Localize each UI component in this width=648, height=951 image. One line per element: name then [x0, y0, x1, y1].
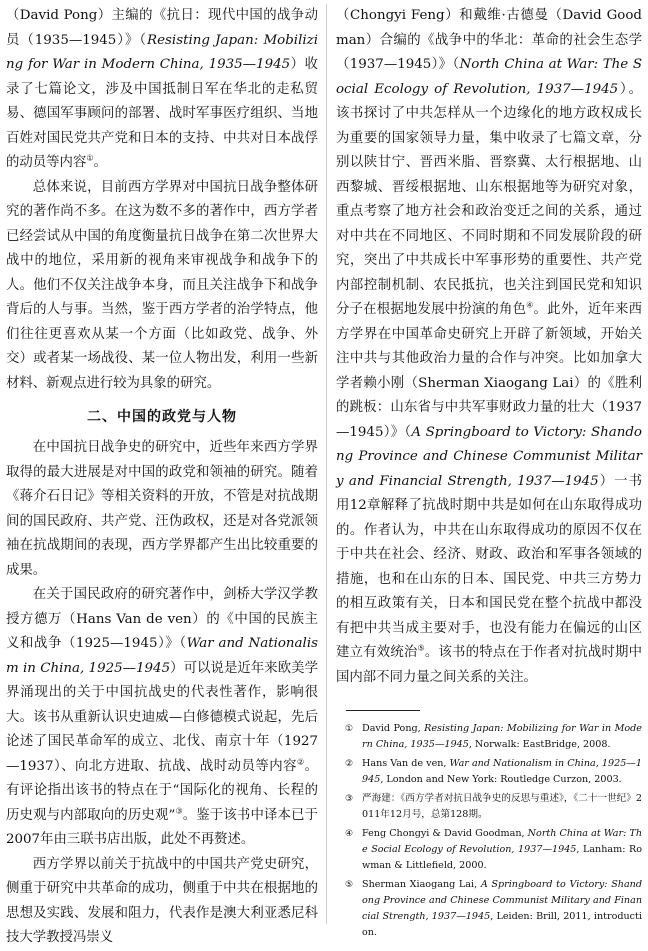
paragraph-ccp-history: 西方学界以前关于抗战中的中国共产党史研究，侧重于研究中共革命的成功，侧重于中共在根据地的思想及实践、发展和阻力，代表作是澳大利亚悉尼科技大学教授冯崇义: [6, 856, 318, 945]
footnote-ref-5[interactable]: ⑤: [417, 643, 425, 653]
book-title: War and Nationalism in China, 1925—1945: [6, 636, 318, 676]
footnotes-list: [336, 721, 642, 941]
footnote-ref-3[interactable]: ③: [175, 806, 183, 816]
footnote-separator: [346, 710, 420, 711]
footnote-text: Sherman Xiaogang Lai, A Springboard to Victory: Shandong Province and Chinese Communist Military and Financial Strength, 1937—1945, Leiden: Brill, 2011, introduction.: [362, 879, 642, 938]
footnote-item: [336, 877, 642, 941]
right-column: [336, 4, 642, 944]
paragraph-parties-leaders: 在中国抗日战争史的研究中，近些年来西方学界取得的最大进展是对中国的政党和领袖的研究。随着《蒋介石日记》等相关资料的开放，不管是对抗战期间的国民政府、共产党、汪伪政权，还是对各党派领袖在抗战期间的表现，西方学界都产生出比较重要的成果。: [6, 440, 318, 578]
book-title: North China at War: The Social Ecology of Revolution, 1937—1945: [336, 57, 642, 97]
footnote-text: Hans Van de ven, War and Nationalism in China, 1925—1945, London and New York: Routledge Curzon, 2003.: [362, 758, 643, 785]
footnote-text: Feng Chongyi & David Goodman, North China at War: The Social Ecology of Revolution, 1937—1945, Lanham: Rowman & Littlefield, 2000.: [362, 828, 642, 871]
footnote-number: ①: [344, 724, 354, 734]
footnote-text: 严海建：《西方学者对抗日战争史的反思与重述》，《二十一世纪》2011年12月号，总第128期。: [362, 793, 642, 820]
footnote-number: ④: [344, 829, 354, 839]
paragraph-north-china: （Chongyi Feng）和戴维·古德曼（David Goodman）合编的《战争中的华北：革命的社会生态学（1937—1945）》（North China at War: The Social Ecology of Revolution, 1937—1945）。该书探讨了中共怎样从一个边缘化的地方政权成长为重要的国家领导力量，集中收录了七篇文章，分别以陕甘宁、晋西米脂、晋察冀、太行根据地、山西黎城、晋绥根据地、山东根据地等为研究对象，重点考察了地方社会和政治变迁之间的关系，通过对中共在不同地区、不同时期和不同发展阶段的研究，突出了中共成长中军事形势的重要性、共产党内部控制机制、农民抵抗，也关注到国民党和知识分子在根据地发展中扮演的角色④。此外，近年来西方学界在中国革命史研究上开辟了新领域，开始关注中共与其他政治力量的合作与冲突。比如加拿大学者赖小刚（Sherman Xiaogang Lai）的《胜利的跳板：山东省与中共军事财政力量的壮大（1937—1945）》（A Springboard to Victory: Shandong Province and Chinese Communist Military and Financial Strength, 1937—1945）一书用12章解释了抗战时期中共是如何在山东取得成功的。作者认为，中共在山东取得成功的原因不仅在于中共在社会、经济、财政、政治和军事各领域的措施，也和在山东的日本、国民党、中共三方势力的相互政策有关，日本和国民党在整个抗战中都没有把中共当成主要对手，也没有能力在偏远的山区建立有效统治⑤。该书的特点在于作者对抗战时期中国内部不同力量之间关系的关注。: [336, 8, 643, 685]
left-column: [6, 4, 318, 951]
column-divider: [326, 4, 327, 924]
footnote-item: [336, 826, 642, 874]
book-title: Resisting Japan: Mobilizing for War in Modern China, 1935—1945: [6, 32, 318, 72]
footnote-text: David Pong, Resisting Japan: Mobilizing for War in Modern China, 1935—1945, Norwalk: EastBridge, 2008.: [362, 723, 642, 750]
paragraph-nationalist-government: 在关于国民政府的研究著作中，剑桥大学汉学教授方德万（Hans Van de ven）的《中国的民族主义和战争（1925—1945）》（War and Nationalism in China, 1925—1945）可以说是近年来欧美学界涌现出的关于中国抗战史的代表性著作，影响很大。该书从重新认识史迪威—白修德模式说起，先后论述了国民革命军的成立、北伐、南京十年（1927—1937）、向北方进取、抗战、战时动员等内容②。有评论指出该书的特点在于“国际化的视角、长程的历史观与内部取向的历史观”③。鉴于该书中译本已于2007年由三联书店出版，此处不再赘述。: [6, 587, 319, 847]
paragraph-resisting-japan: （David Pong）主编的《抗日：现代中国的战争动员（1935—1945）》（Resisting Japan: Mobilizing for War in Modern China, 1935—1945）收录了七篇论文，涉及中国抵制日军在华北的走私贸易、德国军事顾问的部署、战时军事医疗组织、当地百姓对国民党共产党和日本的支持、中共对日本战俘的动员等内容①。: [6, 8, 318, 170]
section-heading: 二、中国的政党与人物: [87, 409, 237, 425]
footnote-item: [336, 791, 642, 823]
footnote-ref-2[interactable]: ②: [296, 757, 305, 767]
footnote-item: [336, 756, 642, 788]
footnote-ref-1[interactable]: ①: [86, 153, 94, 163]
footnote-item: [336, 721, 642, 753]
book-title: A Springboard to Victory: Shandong Province and Chinese Communist Military and Financial Strength, 1937—1945: [336, 424, 642, 489]
footnote-number: ⑤: [344, 880, 354, 890]
footnote-ref-4[interactable]: ④: [526, 300, 534, 310]
paragraph-overview: 总体来说，目前西方学界对中国抗日战争整体研究的著作尚不多。在这为数不多的著作中，西方学者已经尝试从中国的角度衡量抗日战争在第二次世界大战中的地位，采用新的视角来审视战争和战争下的人。他们不仅关注战争本身，而且关注战争下和战争背后的人与事。当然，鉴于西方学者的治学特点，他们往往更喜欢从某一个方面（比如政党、战争、外交）或者某一场战役、某一位人物出发，利用一些新材料、新观点进行较为具象的研究。: [6, 179, 318, 391]
footnote-number: ③: [344, 794, 354, 804]
footnote-number: ②: [344, 759, 354, 769]
